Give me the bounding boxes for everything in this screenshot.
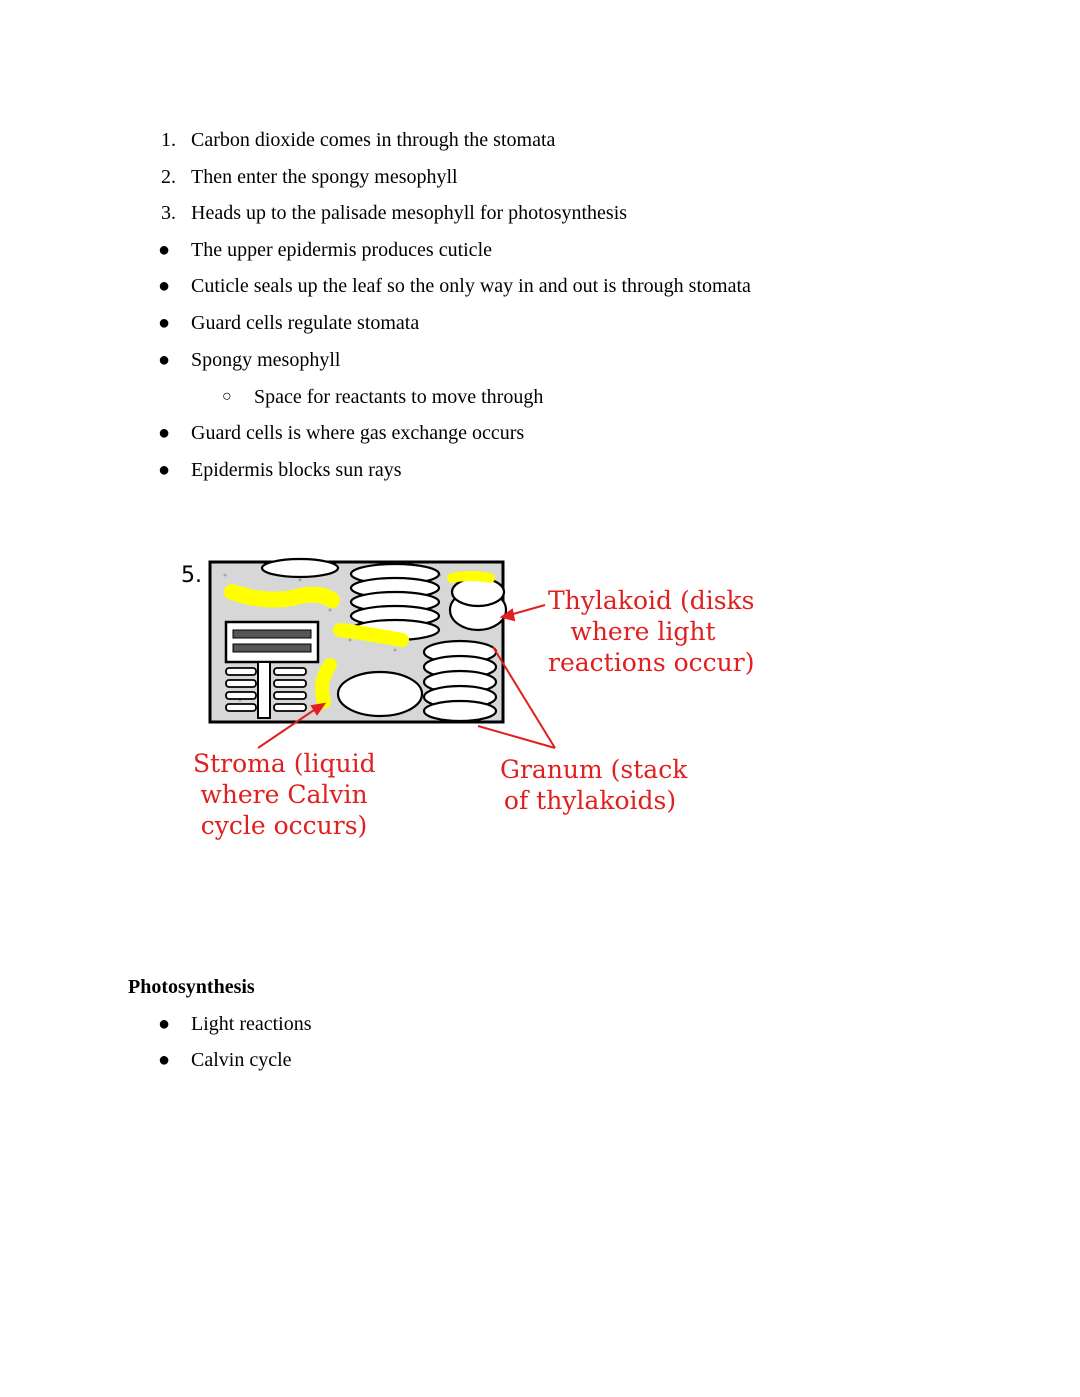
label-line: of thylakoids) [503, 786, 677, 815]
list-item-text: The upper epidermis produces cuticle [191, 239, 492, 261]
bullet-icon: ● [158, 275, 171, 297]
section-heading: Photosynthesis [128, 976, 255, 998]
bullet-icon: ● [158, 312, 171, 334]
label-line: Granum (stack [500, 755, 688, 784]
label-line: where Calvin [200, 780, 368, 809]
granum-stack [424, 641, 496, 721]
bullet-icon: ● [158, 1013, 171, 1035]
list-item-text: Then enter the spongy mesophyll [191, 166, 458, 188]
list-item-text: Calvin cycle [191, 1049, 292, 1071]
list-item-text: Guard cells is where gas exchange occurs [191, 422, 525, 444]
label-line: Thylakoid (disks [548, 586, 755, 615]
thylakoid-label [548, 585, 755, 678]
list-item-text: Guard cells regulate stomata [191, 312, 420, 334]
label-line: where light [570, 617, 716, 646]
label-line: Stroma (liquid [193, 749, 376, 778]
bullet-icon: ● [158, 349, 171, 371]
bullet-icon: ● [158, 459, 171, 481]
list-number: 3. [161, 202, 176, 224]
label-line: reactions occur) [548, 648, 755, 677]
list-number: 2. [161, 166, 176, 188]
bullet-icon: ● [158, 1049, 171, 1071]
granum-label [500, 754, 688, 816]
list-item-text: Cuticle seals up the leaf so the only way in and out is through stomata [191, 275, 751, 297]
list-item-text: Epidermis blocks sun rays [191, 459, 402, 481]
bullet-icon: ● [158, 422, 171, 444]
list-number: 1. [161, 129, 176, 151]
diagram-number: 5. [181, 563, 202, 588]
list-item-text: Light reactions [191, 1013, 312, 1035]
list-item-text: Heads up to the palisade mesophyll for photosynthesis [191, 202, 628, 224]
list-item-text: Spongy mesophyll [191, 349, 341, 371]
label-line: cycle occurs) [200, 811, 368, 840]
chloroplast-illustration [210, 559, 506, 722]
stroma-label [193, 748, 375, 841]
list-item-text: Carbon dioxide comes in through the stomata [191, 129, 556, 151]
hollow-bullet-icon: ○ [222, 388, 232, 405]
bullet-icon: ● [158, 239, 171, 261]
list-item-text: Space for reactants to move through [254, 386, 544, 408]
